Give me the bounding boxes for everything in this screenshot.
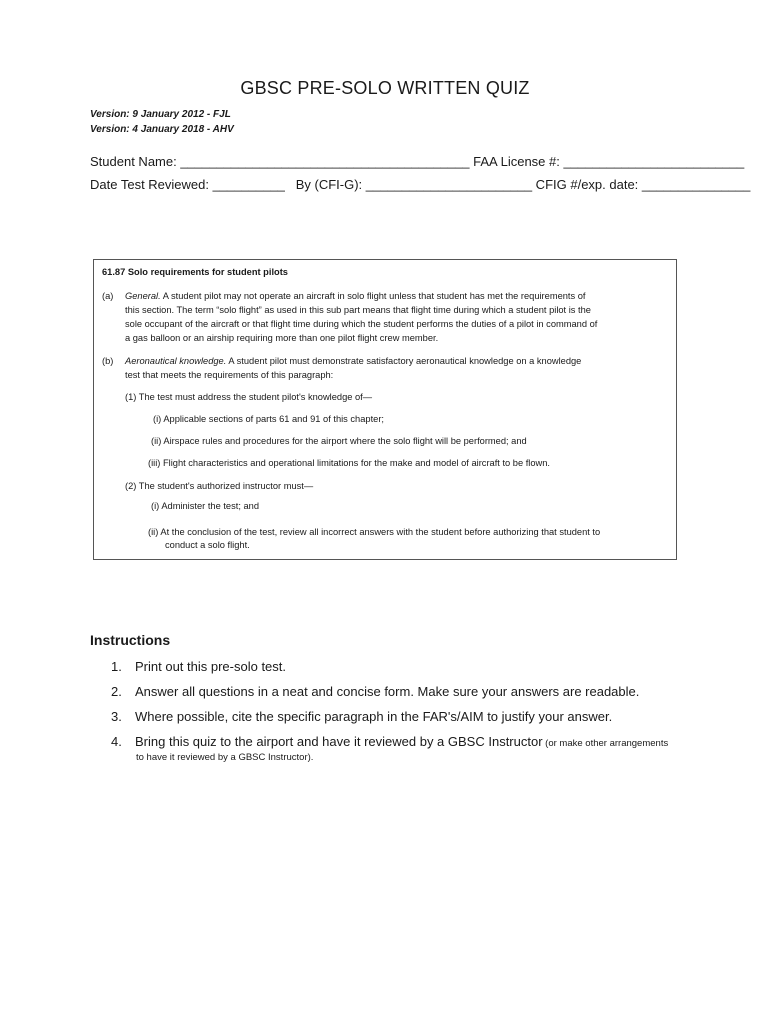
item-b2: (2) The student's authorized instructor must— [125, 481, 314, 491]
paragraph-b-text: A student pilot must demonstrate satisfactory aeronautical knowledge on a knowledge [226, 356, 582, 366]
item-b1: (1) The test must address the student pilot's knowledge of— [125, 392, 373, 402]
item-b1-ii: (ii) Airspace rules and procedures for the airport where the solo flight will be performed; and [151, 436, 527, 446]
list-item-text: Where possible, cite the specific paragraph in the FAR's/AIM to justify your answer. [135, 709, 613, 724]
review-info-line: Date Test Reviewed: __________ By (CFI-G): _______________________ CFIG #/exp. date: _______________ [90, 177, 751, 192]
list-item-note: (or make other arrangements [542, 738, 669, 749]
item-b2-ii-line-2: conduct a solo flight. [165, 540, 250, 550]
paragraph-a-line-3: sole occupant of the aircraft or that flight time during which the student performs the duties of a pilot in command of [125, 319, 598, 329]
list-item-number: 1. [111, 659, 122, 674]
version-line-1: Version: 9 January 2012 - FJL [90, 109, 231, 120]
paragraph-b-line-2: test that meets the requirements of this paragraph: [125, 370, 334, 380]
paragraph-a-line-1 [125, 290, 585, 304]
item-b1-i: (i) Applicable sections of parts 61 and 91 of this chapter; [153, 414, 385, 424]
item-b2-i: (i) Administer the test; and [151, 501, 259, 511]
paragraph-a-title: General. [125, 291, 161, 301]
paragraph-a-marker: (a) [102, 291, 114, 301]
list-item [111, 709, 612, 724]
list-item-continuation: to have it reviewed by a GBSC Instructor). [136, 752, 314, 763]
regulation-heading: 61.87 Solo requirements for student pilots [102, 267, 288, 277]
paragraph-a-line-2: this section. The term “solo flight” as used in this sub part means that flight time during which a student pilot is the [125, 305, 591, 315]
list-item [111, 659, 286, 674]
student-info-line: Student Name: ________________________________________ FAA License #: _________________________ [90, 154, 745, 169]
paragraph-a-text: A student pilot may not operate an aircraft in solo flight unless that student has met the requirements of [160, 291, 586, 301]
version-line-2: Version: 4 January 2018 - AHV [90, 124, 234, 135]
list-item-text: Print out this pre-solo test. [135, 659, 287, 674]
list-item-number: 3. [111, 709, 122, 724]
list-item-number: 4. [111, 734, 122, 749]
item-b1-iii: (iii) Flight characteristics and operational limitations for the make and model of aircraft to be flown. [148, 458, 551, 468]
paragraph-a-line-4: a gas balloon or an airship requiring more than one pilot flight crew member. [125, 333, 439, 343]
list-item-text: Answer all questions in a neat and concise form. Make sure your answers are readable. [135, 684, 640, 699]
list-item-text: Bring this quiz to the airport and have it reviewed by a GBSC Instructor [135, 734, 543, 749]
document-title: GBSC PRE-SOLO WRITTEN QUIZ [240, 78, 530, 98]
paragraph-b-title: Aeronautical knowledge. [125, 356, 227, 366]
item-b2-ii-line-1: (ii) At the conclusion of the test, review all incorrect answers with the student before authorizing that student to [148, 527, 601, 537]
list-item [111, 684, 639, 699]
instructions-heading: Instructions [90, 632, 171, 648]
regulation-box [93, 259, 677, 560]
list-item [111, 734, 668, 749]
paragraph-b-marker: (b) [102, 356, 114, 366]
list-item-number: 2. [111, 684, 122, 699]
paragraph-b-line-1 [125, 355, 581, 369]
